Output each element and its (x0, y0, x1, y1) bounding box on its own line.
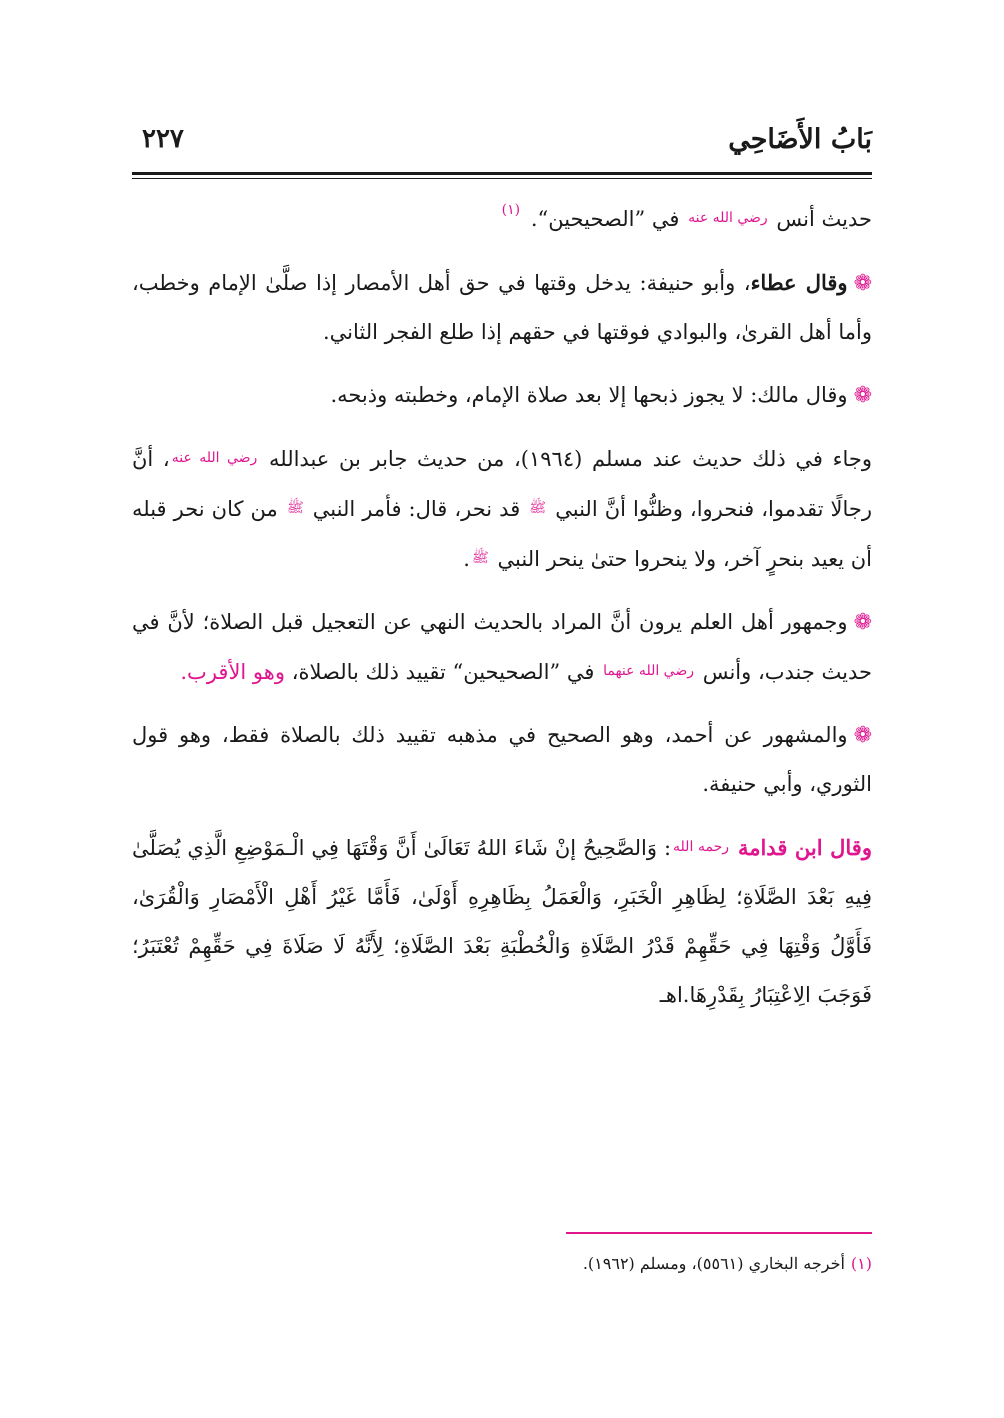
footnote (132, 1252, 872, 1276)
flower-bullet-icon: ❁ (853, 383, 872, 408)
paragraph-text: ، أنَّ رجالًا تقدموا، فنحروا، وظنُّوا أنَّ النبي (132, 447, 872, 521)
paragraph-text: وجاء في ذلك حديث عند مسلم (١٩٦٤)، من حديث جابر بن عبدالله (268, 447, 872, 471)
paragraph-1 (132, 186, 872, 244)
paragraph-label: وقال ابن قدامة (737, 835, 872, 860)
paragraph-text: حديث أنس (776, 207, 872, 231)
paragraph-text: وقال مالك: لا يجوز ذبحها إلا بعد صلاة الإمام، وخطبته وذبحه. (330, 383, 848, 407)
honorific-mark: رضي الله عنه (171, 450, 258, 466)
paragraph-label: وقال عطاء (750, 270, 848, 295)
footnote-text: أخرجه البخاري (٥٥٦١)، ومسلم (١٩٦٢). (582, 1254, 845, 1273)
highlighted-text: وهو الأقرب. (180, 660, 285, 684)
honorific-mark: رضي الله عنه (688, 210, 768, 226)
honorific-mark: ﷺ (286, 500, 304, 516)
paragraph-text: والمشهور عن أحمد، وهو الصحيح في مذهبه تقييد ذلك بالصلاة فقط، وهو قول الثوري، وأبي حنيفة. (132, 723, 872, 796)
page-header (132, 118, 872, 168)
page-body (132, 186, 872, 1034)
flower-bullet-icon: ❁ (853, 271, 872, 296)
paragraph-text: من كان نحر قبله أن يعيد بنحرٍ آخر، ولا ينحروا حتىٰ ينحر النبي (132, 497, 872, 571)
honorific-mark: رحمه الله (673, 839, 730, 855)
paragraph-text: في ”الصحيحين“ تقييد ذلك بالصلاة، (291, 660, 595, 684)
paragraph-text: وجمهور أهل العلم يرون أنَّ المراد بالحديث النهي عن التعجيل قبل الصلاة؛ لأنَّ في حديث جندب، وأنس (132, 610, 872, 684)
paragraph-3 (132, 371, 872, 420)
honorific-mark: ﷺ (471, 550, 489, 566)
paragraph-text: : وَالصَّحِيحُ إنْ شَاءَ اللهُ تَعَالَىٰ أَنَّ وَقْتَهَا فِي الْـمَوْضِعِ الَّذِي يُصَلَّىٰ فِيهِ بَعْدَ الصَّلَاةِ؛ لِظَاهِرِ الْخَبَرِ، وَالْعَمَلُ بِظَاهِرِهِ أَوْلَىٰ، فَأَمَّا غَيْرُ أَهْلِ الْأَمْصَارِ وَالْقُرَىٰ، فَأَوَّلُ وَقْتِهَا فِي حَقِّهِمْ قَدْرُ الصَّلَاةِ وَالْخُطْبَةِ بَعْدَ الصَّلَاةِ؛ لِأَنَّهُ لَا صَلَاةَ فِي حَقِّهِمْ تُعْتَبَرُ؛ فَوَجَبَ الِاعْتِبَارُ بِقَدْرِهَا.اهـ (132, 836, 872, 1007)
flower-bullet-icon: ❁ (853, 610, 872, 635)
honorific-mark: رضي الله عنهما (603, 663, 694, 679)
chapter-title: بَابُ الأَضَاحِي (728, 124, 872, 155)
paragraph-text: قد نحر، قال: فأمر النبي (312, 497, 521, 521)
paragraph-2 (132, 258, 872, 357)
paragraph-4 (132, 434, 872, 584)
footnote-number: (١) (850, 1254, 872, 1273)
footnote-reference[interactable]: (١) (501, 202, 521, 218)
paragraph-6 (132, 711, 872, 809)
footnote-divider (566, 1232, 872, 1234)
honorific-mark: ﷺ (529, 500, 547, 516)
paragraph-5 (132, 598, 872, 697)
paragraph-7 (132, 823, 872, 1020)
header-rule-thin (132, 178, 872, 179)
paragraph-text: في ”الصحيحين“. (530, 207, 680, 231)
page-number: ٢٢٧ (142, 124, 184, 154)
paragraph-text: . (463, 547, 470, 571)
header-rule-thick (132, 172, 872, 175)
flower-bullet-icon: ❁ (853, 723, 872, 748)
paragraph-text: ، وأبو حنيفة: يدخل وقتها في حق أهل الأمصار إذا صلَّىٰ الإمام وخطب، وأما أهل القرىٰ، والبوادي فوقتها في حقهم إذا طلع الفجر الثاني. (132, 271, 872, 344)
